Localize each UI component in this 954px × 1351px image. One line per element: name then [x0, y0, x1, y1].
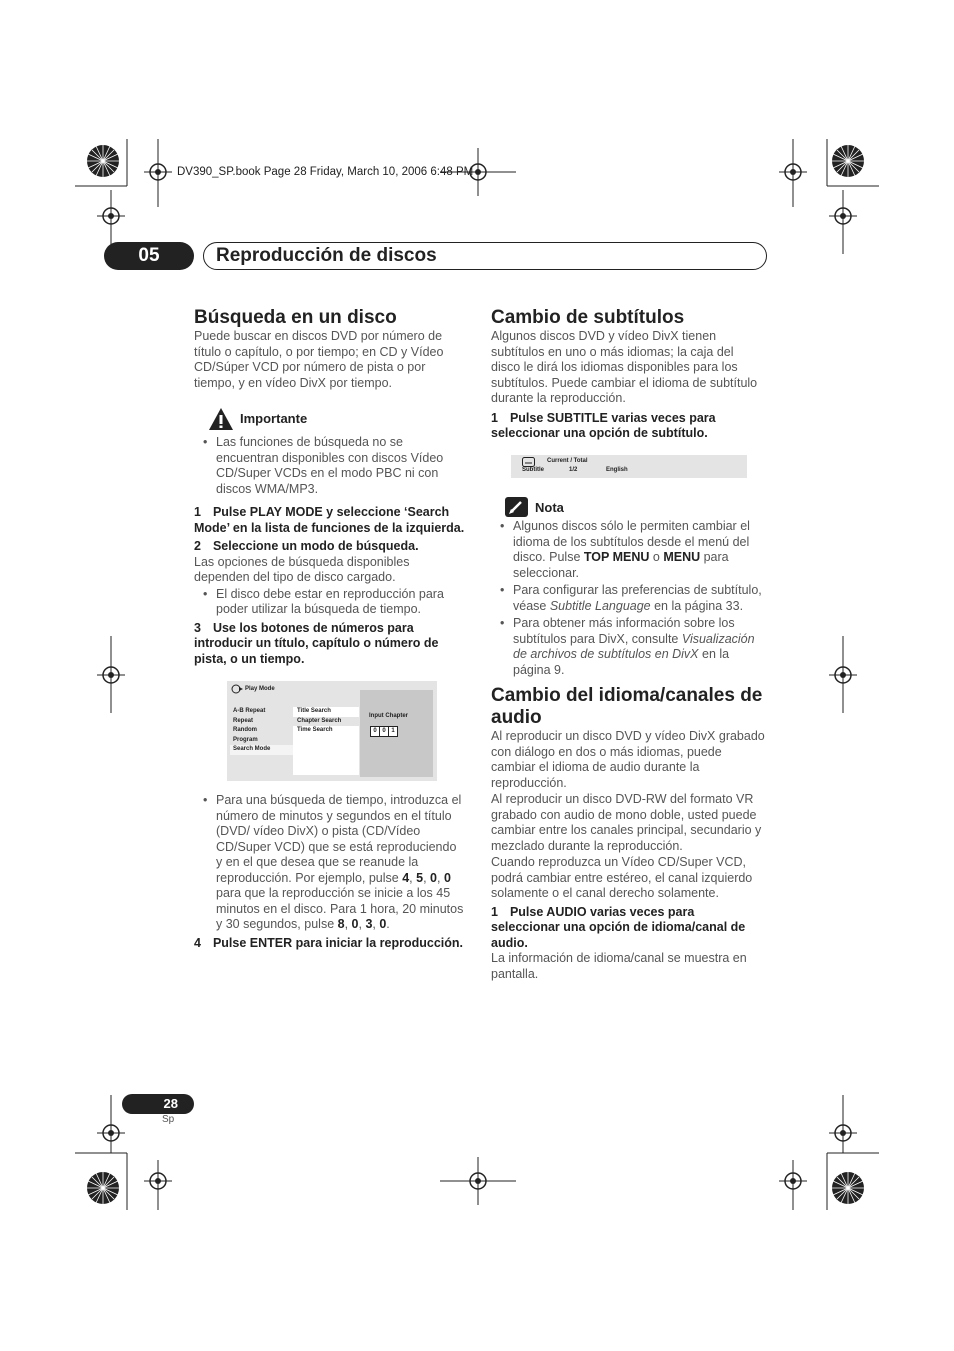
osd-subtitle-label: Subtitle — [522, 467, 544, 473]
note-label: Nota — [535, 500, 564, 515]
search-option-list — [293, 707, 359, 775]
starburst-mark-icon — [831, 144, 865, 178]
note-bullet: • Para configurar las preferencias de subtítulo, véase Subtitle Language en la página 33. — [491, 583, 766, 614]
osd-title: Play Mode — [245, 686, 275, 692]
section-heading-subtitles: Cambio de subtítulos — [491, 307, 685, 328]
important-header — [194, 409, 466, 431]
left-column-lower — [194, 793, 466, 951]
digit-box: 1 — [389, 726, 398, 737]
left-column — [194, 307, 466, 667]
play-mode-screen — [227, 681, 437, 781]
section-heading-search: Búsqueda en un disco — [194, 307, 397, 328]
step-3: 3 Use los botones de números para introducir un título, capítulo o número de pista, o un tiempo. — [194, 620, 439, 666]
registration-mark-icon — [779, 1167, 807, 1195]
chapter-number: 05 — [104, 242, 194, 270]
function-item[interactable]: Repeat — [233, 717, 254, 724]
note-pencil-icon — [505, 497, 528, 517]
osd-subtitle-fraction: 1/2 — [569, 467, 578, 473]
registration-mark-icon — [779, 158, 807, 186]
registration-mark-icon — [144, 1167, 172, 1195]
osd-current-total: Current / Total — [547, 458, 588, 464]
registration-mark-icon — [97, 661, 125, 689]
chapter-title: Reproducción de discos — [216, 245, 437, 266]
registration-mark-icon — [829, 661, 857, 689]
digit-box: 0 — [380, 726, 389, 737]
important-bullet: • Las funciones de búsqueda no se encuentran disponibles con discos Vídeo CD/Super VCDs en el modo PBC ni con discos WMA/MP3. — [194, 435, 466, 497]
section-heading-audio: Cambio del idioma/canales de audio — [491, 685, 763, 728]
search-option[interactable]: Time Search — [297, 727, 333, 734]
osd-subtitle-language: English — [606, 467, 628, 473]
audio-para-1: Al reproducir un disco DVD y vídeo DivX grabado con diálogo en dos o más idiomas, puede cambiar el idioma de audio durante la reproducción. — [491, 729, 765, 790]
function-item[interactable]: Random — [233, 727, 257, 734]
right-column-lower — [491, 497, 766, 982]
input-panel — [360, 690, 433, 777]
subtitle-step-1: 1 Pulse SUBTITLE varias veces para seleccionar una opción de subtítulo. — [491, 410, 716, 440]
right-column — [491, 307, 766, 442]
function-item[interactable]: Program — [233, 736, 258, 743]
step-1: 1 Pulse PLAY MODE y seleccione ‘Search Mode’ en la lista de funciones de la izquierda. — [194, 505, 465, 535]
function-list — [230, 707, 293, 777]
starburst-mark-icon — [86, 144, 120, 178]
function-item-selected[interactable]: Search Mode — [230, 745, 293, 755]
step-2-list — [194, 587, 466, 618]
subtitles-intro: Algunos discos DVD y vídeo DivX tienen subtítulos en uno o más idiomas; la caja del disco le dirá los idiomas disponibles para los subtítulos. Puede cambiar el idioma de subtítulo durante la reproducción. — [491, 329, 758, 405]
starburst-mark-icon — [86, 1171, 120, 1205]
registration-mark-icon — [464, 1167, 492, 1195]
note-bullet: • Para obtener más información sobre los subtítulos para DivX, consulte Visualización de archivos de subtítulos en DivX en la página 9. — [491, 616, 766, 678]
search-intro: Puede buscar en discos DVD por número de título o capítulo, o por tiempo; en CD y Vídeo CD/Súper VCD por número de pista o por tiempo, y en vídeo DivX por tiempo. — [194, 329, 444, 390]
time-search-list — [194, 793, 466, 933]
registration-mark-icon — [97, 1119, 125, 1147]
page-language: Sp — [162, 1114, 175, 1125]
search-option-selected[interactable]: Chapter Search — [293, 717, 359, 727]
step-2-bullet: • El disco debe estar en reproducción para poder utilizar la búsqueda de tiempo. — [194, 587, 466, 618]
audio-para-2: Al reproducir un disco DVD-RW del formato VR grabado con audio de mono doble, usted puede cambiar entre los canales principal, secundario y mezclado durante la reproducción. — [491, 792, 762, 853]
input-label: Input Chapter — [369, 713, 408, 719]
time-search-bullet: • Para una búsqueda de tiempo, introduzca el número de minutos y segundos en el título (DVD/ vídeo DivX) o pista (CD/Vídeo CD/Super VCD) que se está reproduciendo y en el que desea que se reanude la reproducción. Por ejemplo, pulse 4, 5, 0, 0 para que la reproducción se inicie a los 45 minutos en el disco. Para 1 hora, 20 minutos y 30 segundos, pulse 8, 0, 3, 0. — [194, 793, 466, 933]
starburst-mark-icon — [831, 1171, 865, 1205]
warning-hand-icon — [208, 407, 234, 431]
function-item[interactable]: A-B Repeat — [233, 708, 266, 714]
subtitle-screen — [511, 455, 747, 478]
important-list — [194, 435, 466, 497]
audio-step-1: 1 Pulse AUDIO varias veces para seleccionar una opción de idioma/canal de audio. — [491, 904, 746, 950]
note-header — [491, 497, 766, 519]
digit-input[interactable] — [370, 726, 398, 737]
step-2-body: Las opciones de búsqueda disponibles dependen del tipo de disco cargado. — [194, 554, 410, 584]
step-4: 4 Pulse ENTER para iniciar la reproducción. — [194, 935, 464, 950]
disc-play-icon — [231, 684, 243, 694]
search-option[interactable]: Title Search — [297, 708, 331, 714]
important-label: Importante — [240, 411, 308, 426]
print-header: DV390_SP.book Page 28 Friday, March 10, 2006 6:48 PM — [177, 166, 474, 178]
registration-mark-icon — [97, 202, 125, 230]
step-2: 2 Seleccione un modo de búsqueda. — [194, 539, 419, 553]
registration-mark-icon — [144, 158, 172, 186]
registration-mark-icon — [829, 202, 857, 230]
registration-mark-icon — [829, 1119, 857, 1147]
note-list — [491, 519, 766, 678]
page-number: 28 — [122, 1094, 194, 1114]
digit-box: 0 — [370, 726, 380, 737]
audio-step-1-body: La información de idioma/canal se muestra en pantalla. — [491, 951, 747, 981]
audio-para-3: Cuando reproduzca un Vídeo CD/Super VCD, podrá cambiar entre estéreo, el canal izquierdo solamente o el canal derecho solamente. — [491, 855, 753, 900]
note-bullet: • Algunos discos sólo le permiten cambiar el idioma de los subtítulos desde el menú del disco. Pulse TOP MENU o MENU para seleccionar. — [491, 519, 766, 581]
